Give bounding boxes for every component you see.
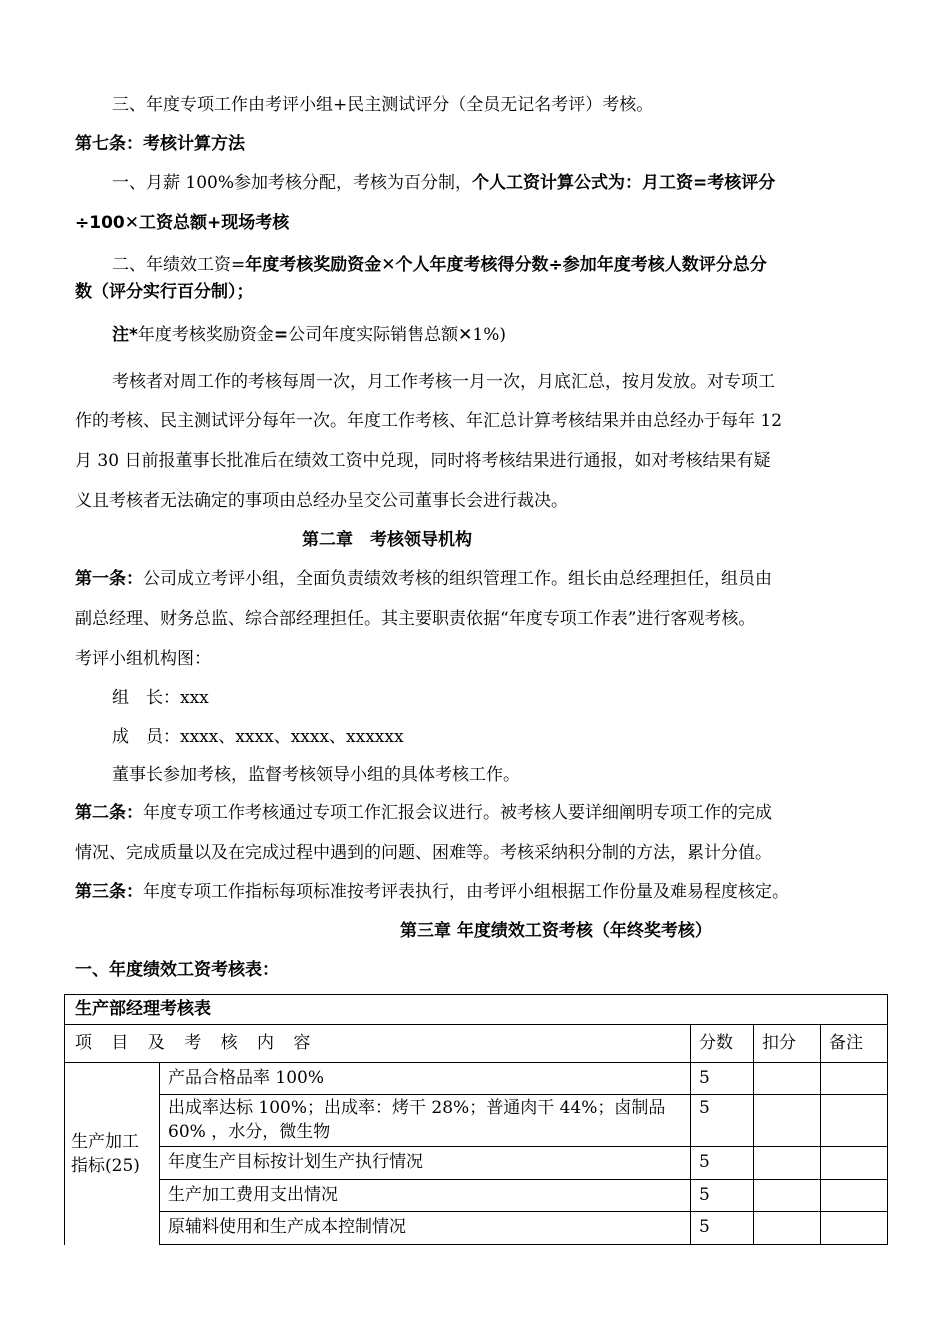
group-members: 成 员：xxxx、xxxx、xxxx、xxxxxx xyxy=(112,727,404,747)
paragraph-3: 三、年度专项工作由考评小组+民主测试评分（全员无记名考评）考核。 xyxy=(112,95,654,115)
schedule-para-line-3: 月 30 日前报董事长批准后在绩效工资中兑现，同时将考核结果进行通报，如对考核结果有疑 xyxy=(75,451,771,471)
table-row xyxy=(65,1180,888,1212)
row-score: 5 xyxy=(691,1063,754,1095)
article-2-line-1 xyxy=(75,801,772,825)
annual-pay-intro: 二、年绩效工资= xyxy=(112,255,246,275)
note-part-1: 年度考核奖励资金 xyxy=(137,325,274,345)
article-2-text: 年度专项工作考核通过专项工作汇报会议进行。被考核人要详细阐明专项工作的完成 xyxy=(143,803,772,823)
table-row xyxy=(65,1147,888,1180)
schedule-para-line-2: 作的考核、民主测试评分每年一次。年度工作考核、年汇总计算考核结果并由总经办于每年 12 xyxy=(75,411,783,431)
row-deduct xyxy=(754,1095,821,1147)
annual-pay-line-2: 数（评分实行百分制）； xyxy=(75,282,254,302)
table-row xyxy=(65,1212,888,1245)
row-score: 5 xyxy=(691,1147,754,1180)
annual-pay-line-1 xyxy=(112,253,767,277)
row-note xyxy=(821,1095,888,1147)
chairman-note: 董事长参加考核，监督考核领导小组的具体考核工作。 xyxy=(112,765,520,785)
row-deduct xyxy=(754,1147,821,1180)
row-content: 原辅料使用和生产成本控制情况 xyxy=(160,1212,691,1245)
row-deduct xyxy=(754,1212,821,1245)
header-note: 备注 xyxy=(821,1025,888,1063)
table-header-row xyxy=(65,1025,888,1063)
row-score: 5 xyxy=(691,1095,754,1147)
org-chart-label: 考评小组机构图： xyxy=(75,649,211,669)
row-note xyxy=(821,1180,888,1212)
chapter-3-heading: 第三章 年度绩效工资考核（年终奖考核） xyxy=(400,921,712,941)
note-times: ✕ xyxy=(458,325,473,345)
article-2-label: 第二条： xyxy=(75,803,143,823)
header-item: 项 目 及 考 核 内 容 xyxy=(65,1025,691,1063)
row-score: 5 xyxy=(691,1212,754,1245)
group-leader: 组 长：xxx xyxy=(112,688,209,708)
row-content: 产品合格品率 100% xyxy=(160,1063,691,1095)
section-1-heading: 一、年度绩效工资考核表： xyxy=(75,960,279,980)
row-score: 5 xyxy=(691,1180,754,1212)
article-7-heading: 第七条：考核计算方法 xyxy=(75,134,245,154)
row-content: 出成率达标 100%；出成率：烤干 28%；普通肉干 44%；卤制品 60% ，水分，微生物 xyxy=(160,1095,691,1147)
article-1-text: 公司成立考评小组，全面负责绩效考核的组织管理工作。组长由总经理担任，组员由 xyxy=(143,569,772,589)
article-2-line-2: 情况、完成质量以及在完成过程中遇到的问题、困难等。考核采纳积分制的方法，累计分值。 xyxy=(75,843,772,863)
article-1-line-1 xyxy=(75,567,772,591)
article-1-line-2: 副总经理、财务总监、综合部经理担任。其主要职责依据“年度专项工作表”进行客观考核。 xyxy=(75,609,756,629)
note-line xyxy=(112,323,506,347)
production-manager-score-table xyxy=(64,994,888,1245)
row-note xyxy=(821,1147,888,1180)
header-score: 分数 xyxy=(691,1025,754,1063)
row-deduct xyxy=(754,1180,821,1212)
formula-line-1 xyxy=(112,171,775,195)
table-row xyxy=(65,1063,888,1095)
article-1-label: 第一条： xyxy=(75,569,143,589)
article-3-text: 年度专项工作指标每项标准按考评表执行，由考评小组根据工作份量及难易程度核定。 xyxy=(143,882,789,902)
row-content: 年度生产目标按计划生产执行情况 xyxy=(160,1147,691,1180)
group-cell: 生产加工指标(25) xyxy=(65,1063,160,1245)
header-deduct: 扣分 xyxy=(754,1025,821,1063)
note-part-3: 1%) xyxy=(472,325,506,345)
table-title-row xyxy=(65,995,888,1025)
row-deduct xyxy=(754,1063,821,1095)
article-3-line xyxy=(75,880,789,904)
schedule-para-line-4: 义且考核者无法确定的事项由总经办呈交公司董事长会进行裁决。 xyxy=(75,491,568,511)
note-part-2: 公司年度实际销售总额 xyxy=(288,325,459,345)
table-row xyxy=(65,1095,888,1147)
chapter-2-heading: 第二章 考核领导机构 xyxy=(302,530,472,550)
note-label: 注* xyxy=(112,325,138,345)
annual-pay-formula: 年度考核奖励资金✕个人年度考核得分数÷参加年度考核人数评分总分 xyxy=(245,255,767,275)
schedule-para-line-1: 考核者对周工作的考核每周一次，月工作考核一月一次，月底汇总，按月发放。对专项工 xyxy=(112,372,775,392)
formula-line-2: ÷100✕工资总额+现场考核 xyxy=(75,213,290,233)
note-equals: = xyxy=(273,325,289,345)
row-note xyxy=(821,1212,888,1245)
table-title: 生产部经理考核表 xyxy=(65,995,888,1025)
row-note xyxy=(821,1063,888,1095)
formula-bold: 个人工资计算公式为：月工资=考核评分 xyxy=(472,173,776,193)
formula-intro: 一、月薪 100%参加考核分配，考核为百分制， xyxy=(112,173,473,193)
article-3-label: 第三条： xyxy=(75,882,143,902)
row-content: 生产加工费用支出情况 xyxy=(160,1180,691,1212)
